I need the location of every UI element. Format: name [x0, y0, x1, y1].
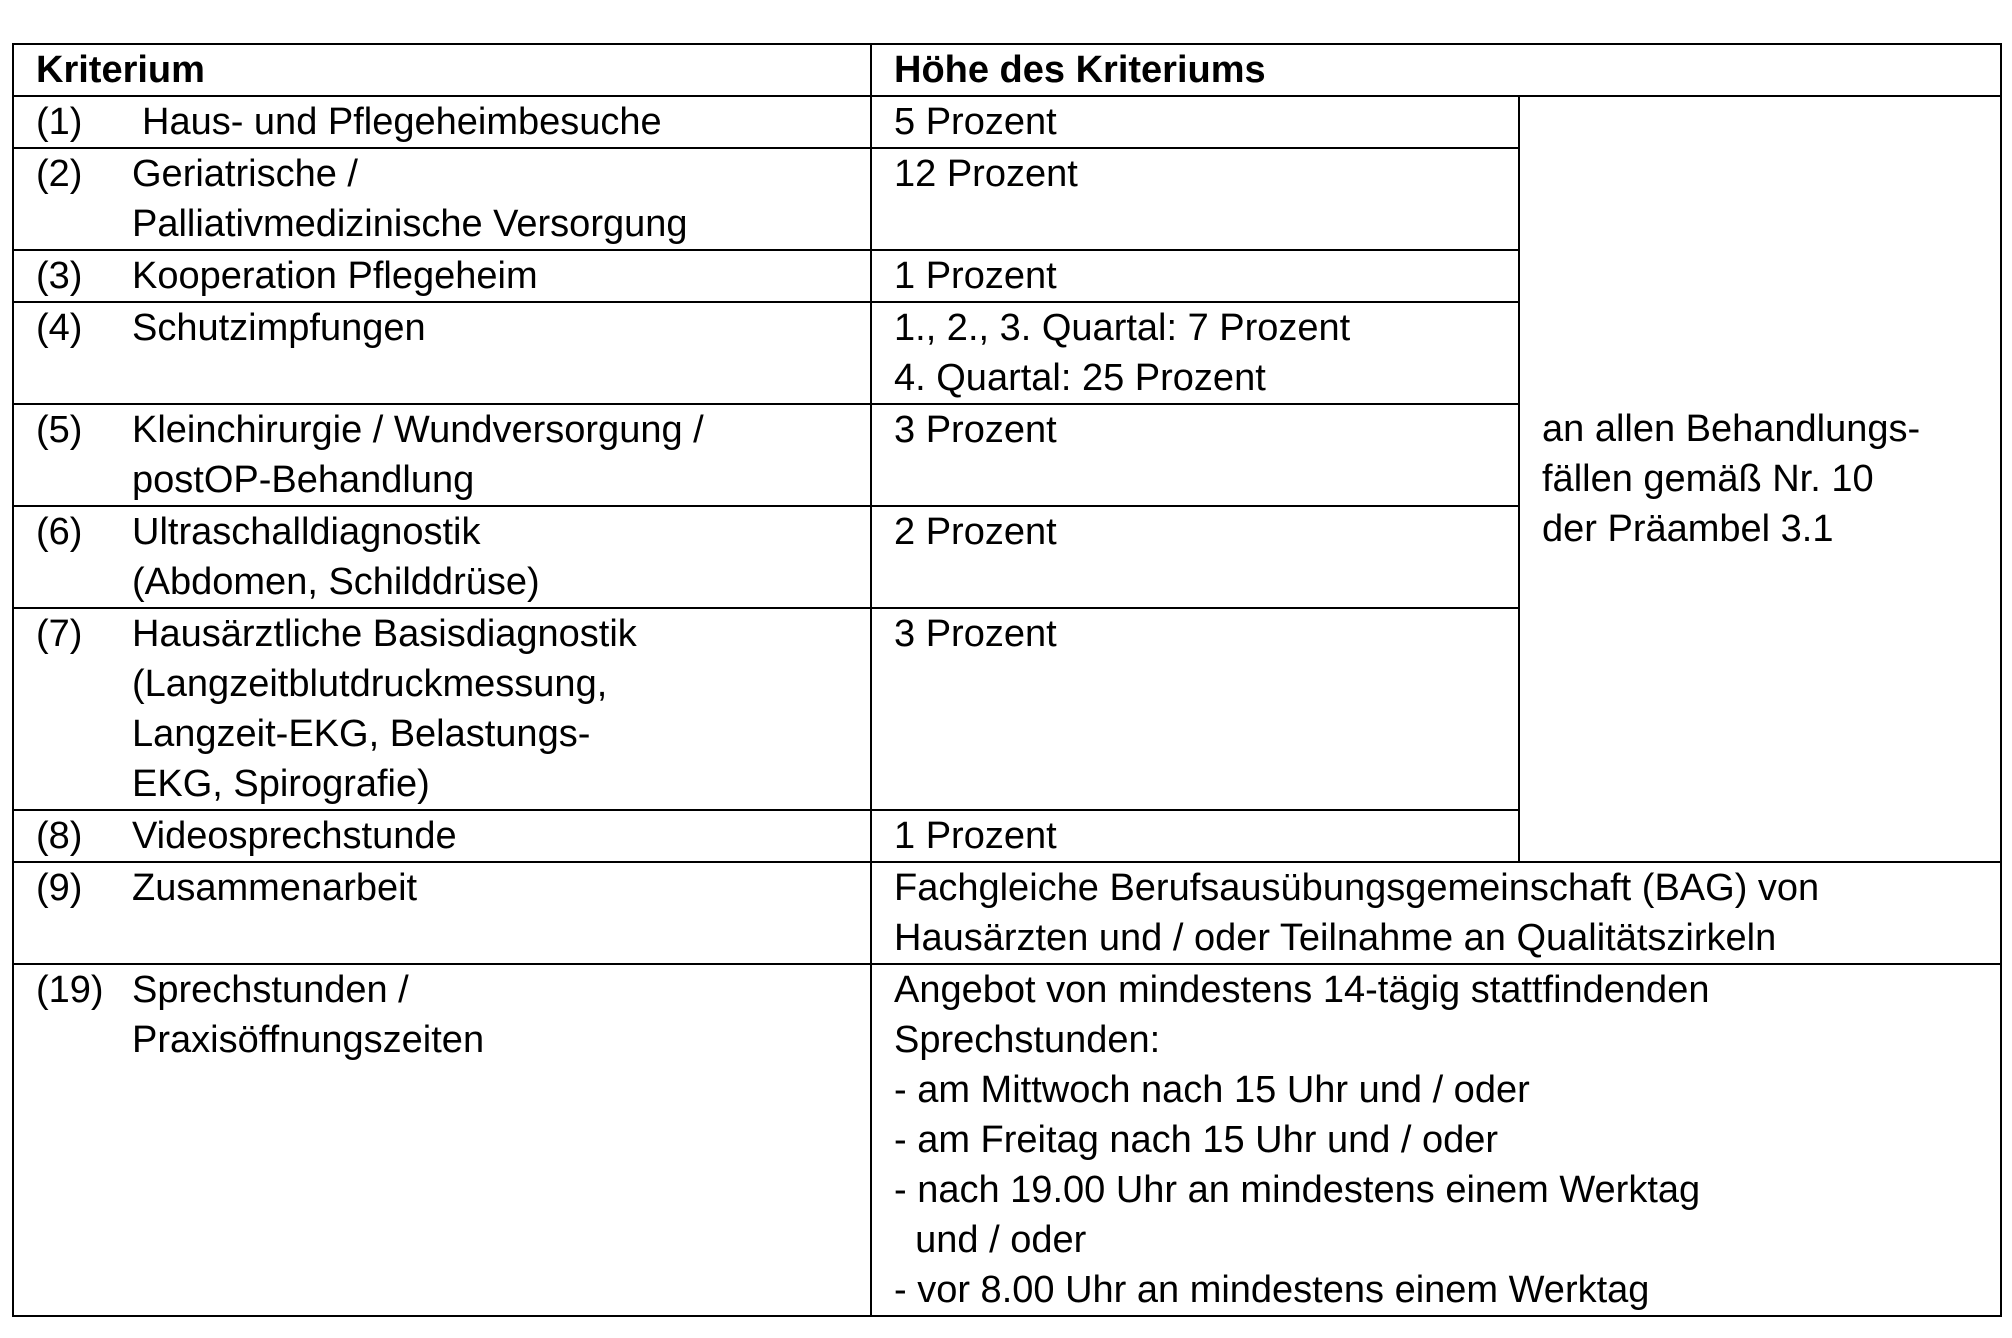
criterion-label: Praxisöffnungszeiten: [132, 1019, 485, 1061]
level-value: Sprechstunden:: [894, 1019, 1161, 1061]
criterion-label: Geriatrische /: [132, 153, 358, 195]
level-value: 3 Prozent: [894, 613, 1057, 655]
level-value: 1 Prozent: [894, 255, 1057, 297]
criterion-number: (1): [36, 101, 83, 143]
criterion-number: (19): [36, 969, 104, 1011]
criterion-label: Hausärztliche Basisdiagnostik: [132, 613, 637, 655]
criterion-number: (2): [36, 153, 83, 195]
criterion-cell: [13, 862, 871, 964]
level-value: 3 Prozent: [894, 409, 1057, 451]
level-cell: [871, 96, 1519, 148]
criterion-number: (3): [36, 255, 83, 297]
level-value: Angebot von mindestens 14-tägig stattfindenden: [894, 969, 1710, 1011]
basis-note-cell: [1519, 96, 2001, 862]
basis-note-line: der Präambel 3.1: [1542, 508, 1834, 550]
level-cell: [871, 608, 1519, 810]
criterion-label: Schutzimpfungen: [132, 307, 426, 349]
criterion-number: (6): [36, 511, 83, 553]
level-cell: [871, 250, 1519, 302]
level-cell: [871, 506, 1519, 608]
criterion-cell: [13, 96, 871, 148]
header-row: [13, 44, 2001, 96]
criterion-number: (4): [36, 307, 83, 349]
criterion-cell: [13, 608, 871, 810]
criteria-table: [12, 43, 2002, 1317]
criterion-cell: [13, 302, 871, 404]
criterion-label: Videosprechstunde: [132, 815, 457, 857]
level-value: - am Freitag nach 15 Uhr und / oder: [894, 1119, 1499, 1161]
criterion-label: Langzeit-EKG, Belastungs-: [132, 713, 591, 755]
level-cell: [871, 302, 1519, 404]
criterion-number: (5): [36, 409, 83, 451]
criterion-cell: [13, 506, 871, 608]
criterion-label: Palliativmedizinische Versorgung: [132, 203, 688, 245]
level-cell: [871, 862, 2001, 964]
basis-note-line: fällen gemäß Nr. 10: [1542, 458, 1874, 500]
header-criterion: Kriterium: [13, 44, 871, 96]
criterion-cell: [13, 404, 871, 506]
criterion-label: Haus- und Pflegeheimbesuche: [142, 101, 662, 143]
level-value: 4. Quartal: 25 Prozent: [894, 357, 1266, 399]
basis-note-line: an allen Behandlungs-: [1542, 408, 1921, 450]
criterion-label: postOP-Behandlung: [132, 459, 475, 501]
criterion-label: (Langzeitblutdruckmessung,: [132, 663, 608, 705]
level-value: 2 Prozent: [894, 511, 1057, 553]
table-row: [13, 96, 2001, 148]
level-cell: [871, 964, 2001, 1316]
level-value: und / oder: [894, 1219, 1087, 1261]
level-value: Hausärzten und / oder Teilnahme an Qualitätszirkeln: [894, 917, 1777, 959]
level-value: Fachgleiche Berufsausübungsgemeinschaft (BAG) von: [894, 867, 1820, 909]
table-row: [13, 862, 2001, 964]
level-value: - vor 8.00 Uhr an mindestens einem Werktag: [894, 1269, 1650, 1311]
level-value: 1., 2., 3. Quartal: 7 Prozent: [894, 307, 1351, 349]
level-value: - nach 19.00 Uhr an mindestens einem Werktag: [894, 1169, 1701, 1211]
criterion-number: (9): [36, 867, 83, 909]
criterion-cell: [13, 964, 871, 1316]
criterion-label: Ultraschalldiagnostik: [132, 511, 481, 553]
level-cell: [871, 404, 1519, 506]
criterion-label: Kooperation Pflegeheim: [132, 255, 538, 297]
table-row: [13, 964, 2001, 1316]
criterion-number: (7): [36, 613, 83, 655]
level-value: 1 Prozent: [894, 815, 1057, 857]
criterion-label: (Abdomen, Schilddrüse): [132, 561, 540, 603]
criterion-cell: [13, 148, 871, 250]
level-cell: [871, 810, 1519, 862]
criterion-cell: [13, 810, 871, 862]
criterion-label: Sprechstunden /: [132, 969, 409, 1011]
criterion-cell: [13, 250, 871, 302]
level-value: 12 Prozent: [894, 153, 1078, 195]
level-value: 5 Prozent: [894, 101, 1057, 143]
criterion-label: Kleinchirurgie / Wundversorgung /: [132, 409, 704, 451]
header-level: Höhe des Kriteriums: [871, 44, 2001, 96]
level-cell: [871, 148, 1519, 250]
criterion-label: EKG, Spirografie): [132, 763, 430, 805]
level-value: - am Mittwoch nach 15 Uhr und / oder: [894, 1069, 1530, 1111]
criterion-label: Zusammenarbeit: [132, 867, 418, 909]
criterion-number: (8): [36, 815, 83, 857]
